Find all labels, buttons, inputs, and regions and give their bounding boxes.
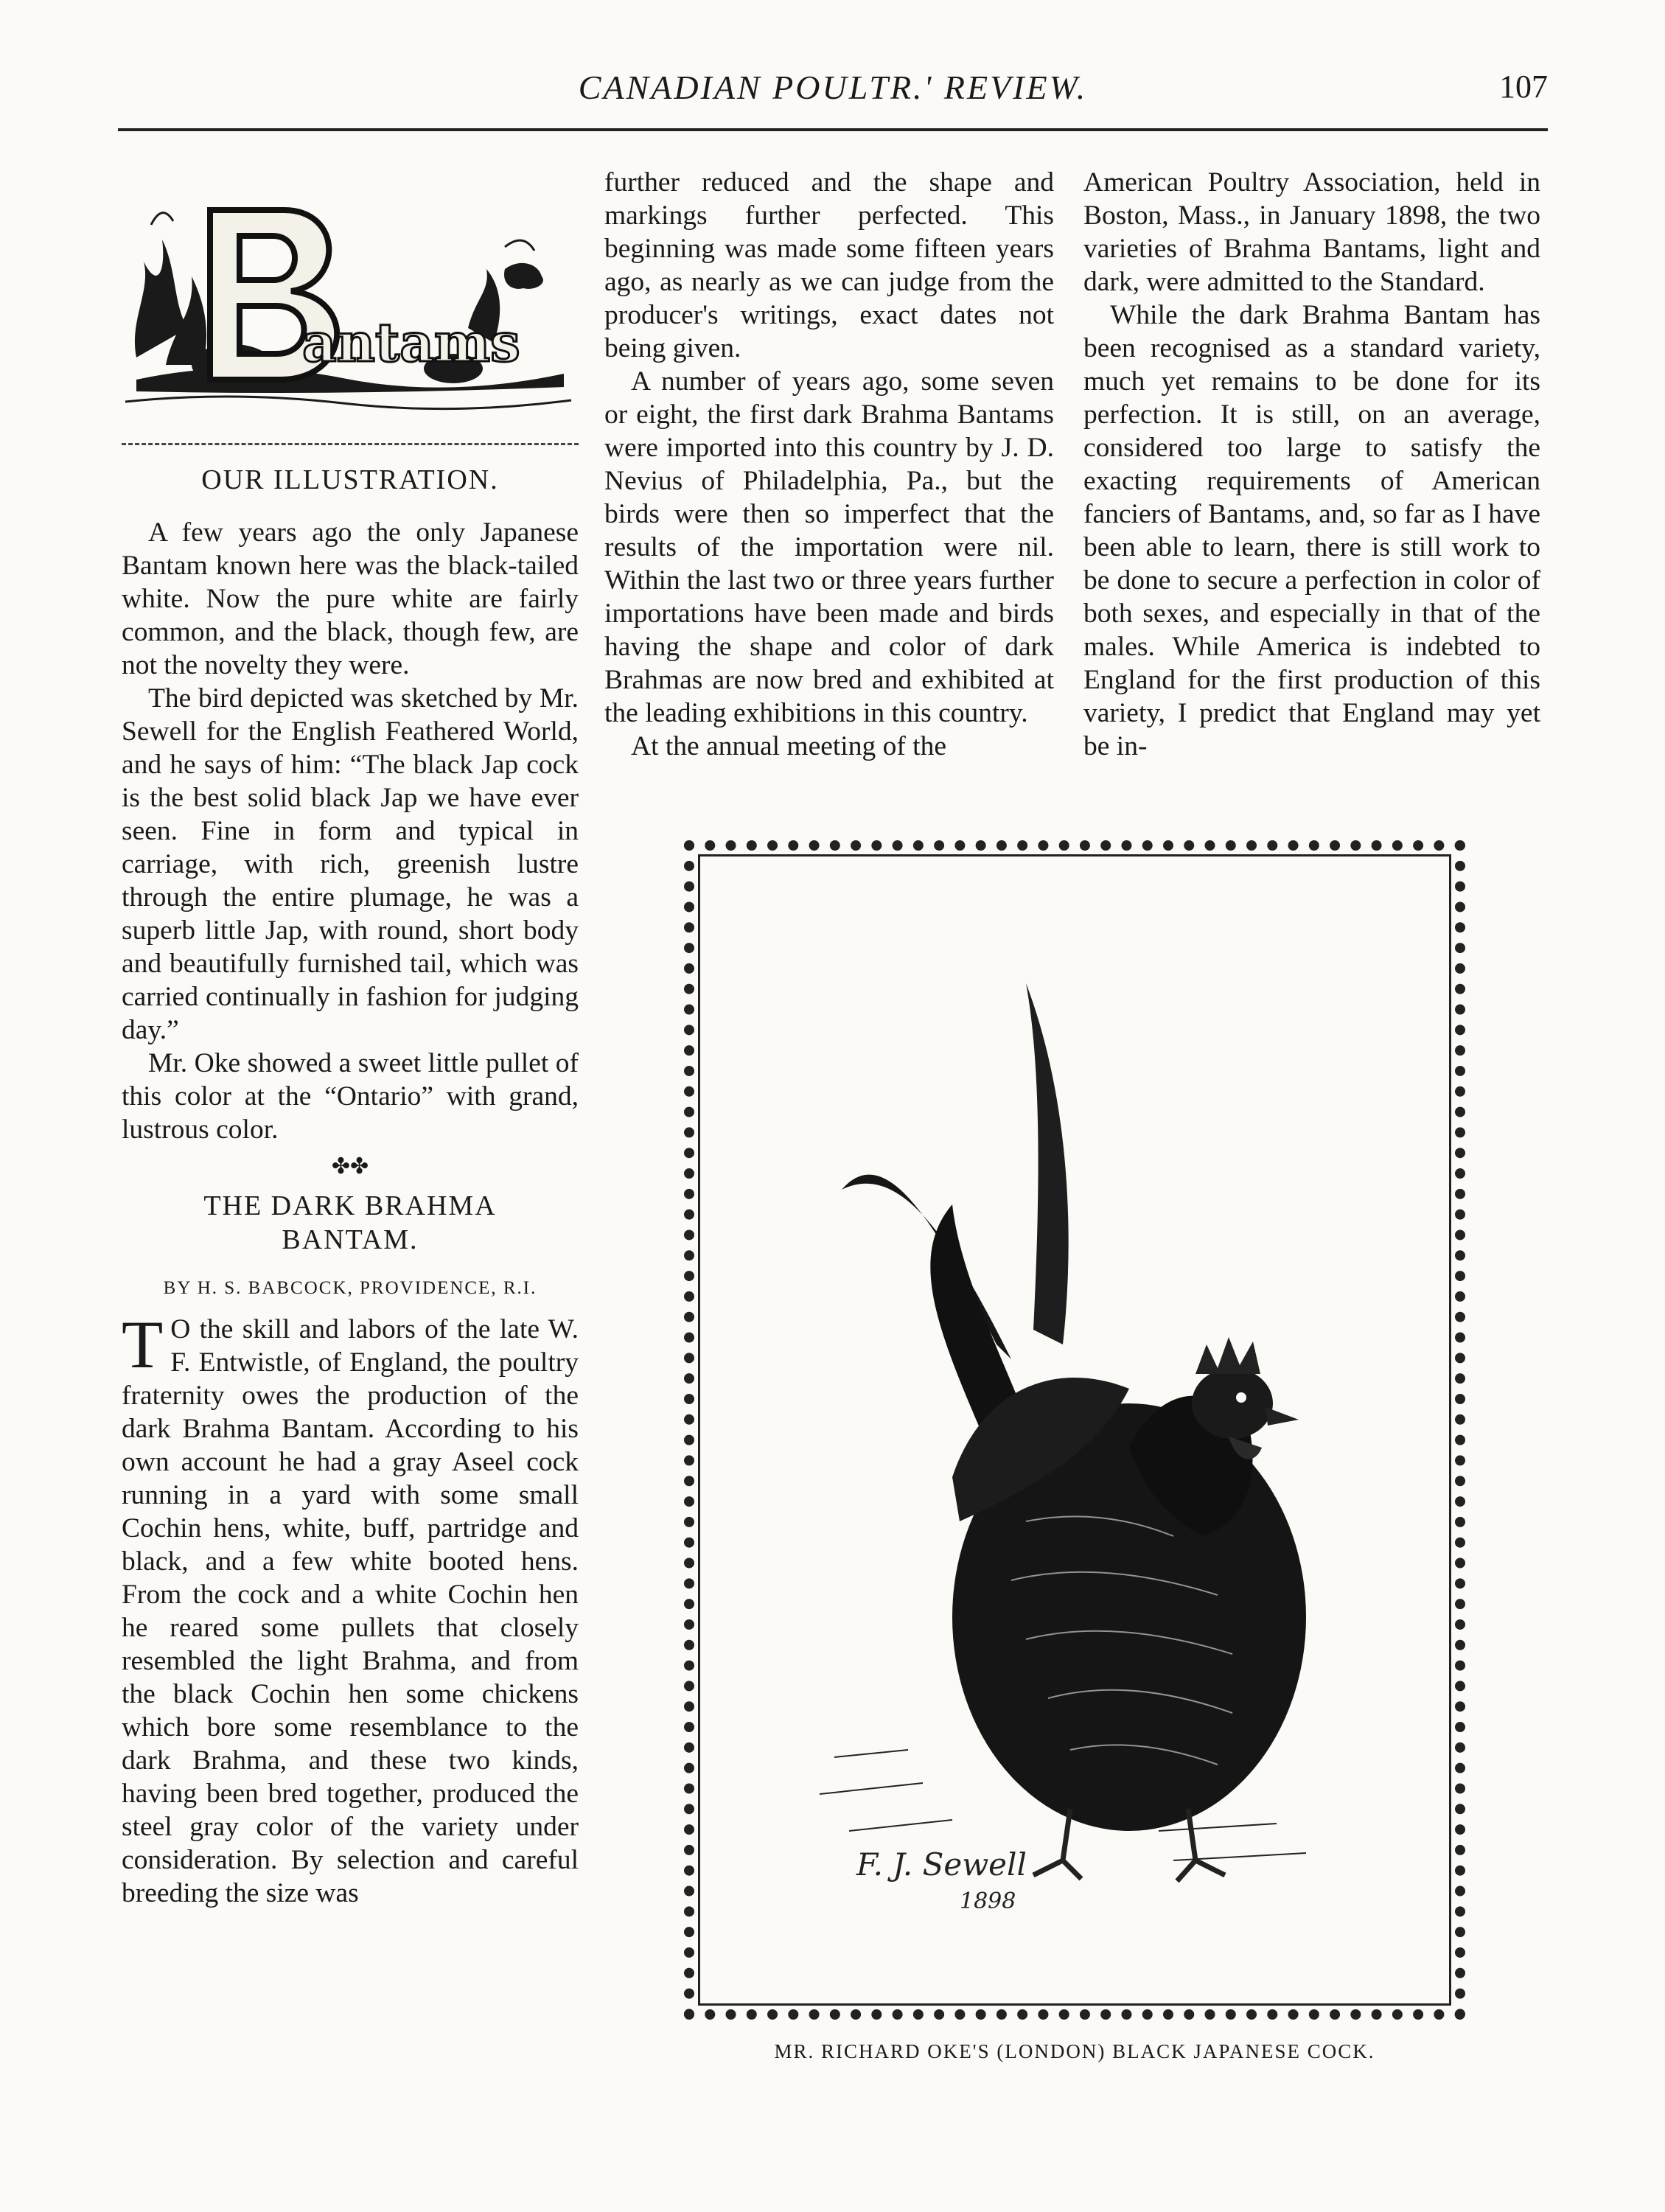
byline: BY H. S. BABCOCK, PROVIDENCE, R.I. <box>163 1278 537 1298</box>
rooster-illustration <box>716 873 1433 1987</box>
section-heading-dark-brahma <box>122 1189 579 1257</box>
paragraph: Mr. Oke showed a sweet little pullet of this color at the “Ontario” with grand, lustrous color. <box>122 1048 579 1145</box>
section-heading-our-illustration: OUR ILLUSTRATION. <box>201 464 499 495</box>
bantams-logo <box>122 181 579 424</box>
paragraph: American Poultry Association, held in Boston, Mass., in January 1898, the two varieties of Brahma Bantams, light and dark, were admitted to the Standard. <box>1083 167 1540 297</box>
rooster-drawing <box>716 873 1433 1987</box>
paragraph: The bird depicted was sketched by Mr. Sewell for the English Feathered World, and he says of him: “The black Jap cock is the best solid black Jap we have ever seen. Fine in form and typical in carriage, with rich, greenish lustre through the entire plumage, he was a superb little Jap, with round, short body and beautifully furnished tail, which was carried continually in fashion for judging day.” <box>122 683 579 1045</box>
drop-cap: T <box>122 1307 164 1382</box>
column-middle <box>604 166 1054 763</box>
logo-lettering: antams <box>302 311 520 374</box>
bantams-logo-art <box>122 181 579 424</box>
illustration-frame <box>684 840 1465 2020</box>
paragraph: A number of years ago, some seven or eight, the first dark Brahma Bantams were imported into this country by J. D. Nevius of Philadelphia, Pa., but the birds were then so imperfect that the results of the importation were nil. Within the last two or three years further importations have been made and birds having the shape and color of dark Brahmas are now bred and exhibited at the leading exhibitions in this country. <box>604 366 1054 728</box>
journal-title: CANADIAN POULTR.' REVIEW. <box>578 69 1088 106</box>
paragraph: At the annual meeting of the <box>631 731 946 761</box>
paragraph: A few years ago the only Japanese Bantam known here was the black-tailed white. Now the pure white are fairly common, and the black, though few, are not the novelty they were. <box>122 517 579 680</box>
page-number: 107 <box>1499 69 1548 105</box>
heading-line: BANTAM. <box>282 1224 419 1255</box>
column-left <box>122 181 579 1910</box>
section-divider <box>122 443 579 445</box>
paragraph-drop-cap <box>122 1307 579 1910</box>
paragraph-text: O the skill and labors of the late W. F. Entwistle, of England, the poultry fraternity owes the production of the dark Brahma Bantam. According to his own account he had a gray Aseel cock running in a yard with some small Cochin hens, white, buff, partridge and black, and a few white booted hens. From the cock and a white Cochin hen he reared some pullets that closely resembled the light Brahma, and from the black Cochin hen some chickens which bore some resemblance to the dark Brahma, and these two kinds, having been bred together, produced the steel gray color of the variety under consideration. By selection and careful breeding the size was <box>122 1314 579 1908</box>
paragraph: While the dark Brahma Bantam has been recognised as a standard variety, much yet remains to be done for its perfection. It is still, on an average, considered too large to satisfy the exacting requirements of American fanciers of Bantams, and, so far as I have been able to learn, there is still work to be done to secure a perfection in color of both sexes, and especially in that of the males. While America is indebted to England for the first production of this variety, I predict that England may yet be in- <box>1083 300 1540 761</box>
artist-signature: F. J. Sewell <box>856 1846 1027 1883</box>
running-head <box>118 68 1548 119</box>
column-right <box>1083 166 1540 763</box>
header-rule <box>118 128 1548 131</box>
heading-line: THE DARK BRAHMA <box>203 1190 497 1221</box>
artist-year: 1898 <box>960 1888 1016 1914</box>
paragraph: further reduced and the shape and markings further perfected. This beginning was made some fifteen years ago, as nearly as we can judge from the producer's writings, exact dates not being given. <box>604 167 1054 363</box>
figure-caption: MR. RICHARD OKE'S (LONDON) BLACK JAPANESE COCK. <box>774 2040 1375 2062</box>
ornament-divider: ✤✤ <box>331 1154 369 1179</box>
